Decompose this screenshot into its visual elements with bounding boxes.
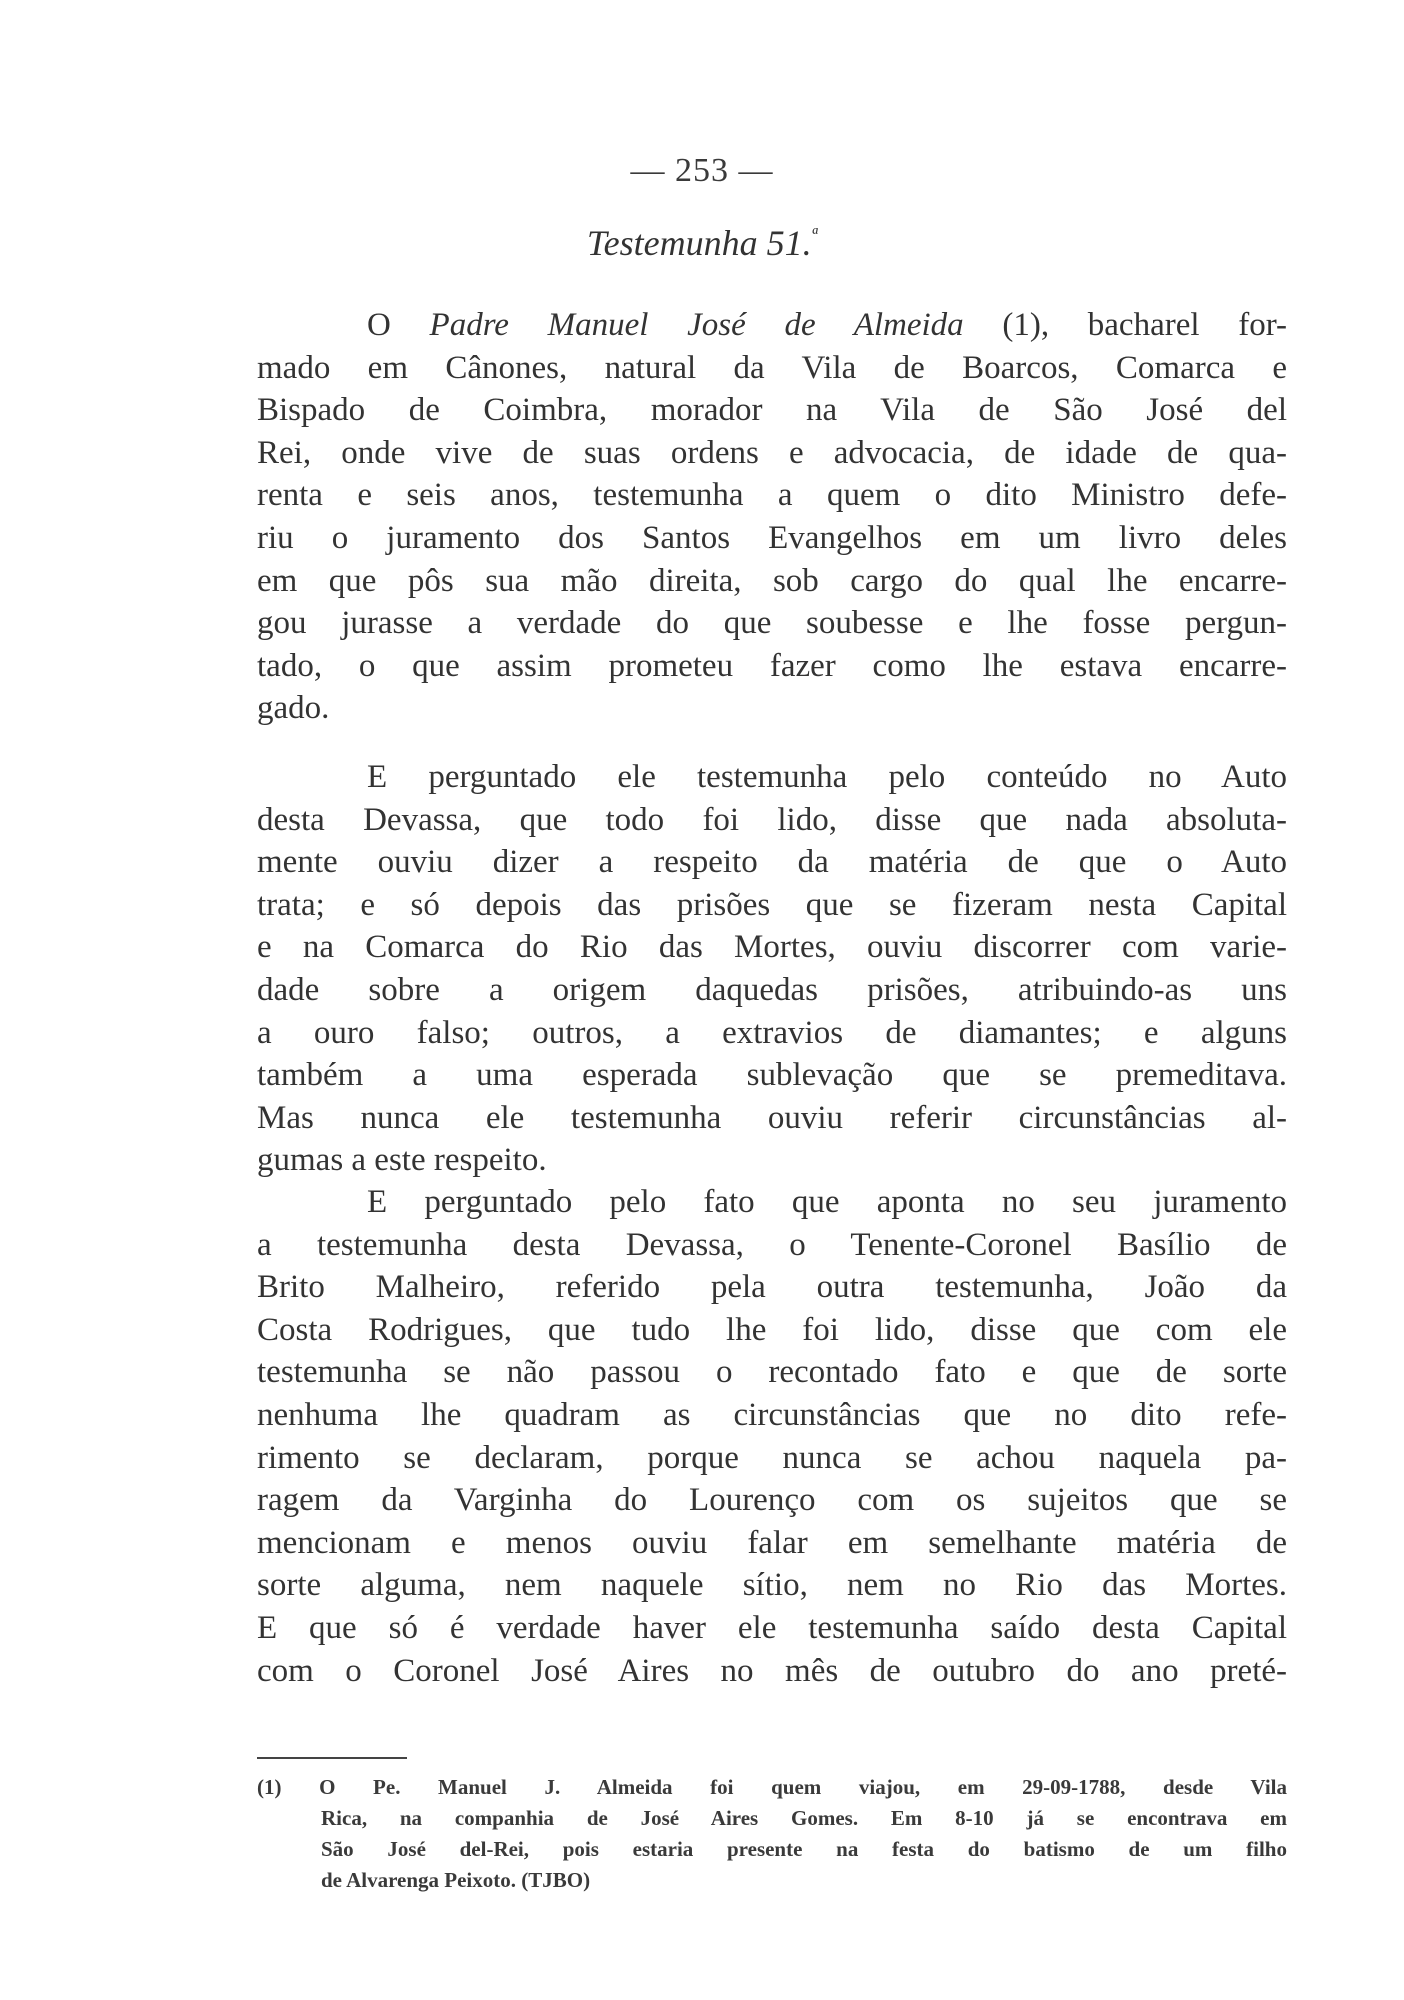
text-line: testemunha se não passou o recontado fato e que de sorte bbox=[257, 1354, 1287, 1391]
text-line bbox=[257, 304, 1287, 347]
text-line: a ouro falso; outros, a extravios de diamantes; e alguns bbox=[257, 1014, 1287, 1051]
text-line: Mas nunca ele testemunha ouviu referir circunstâncias al- bbox=[257, 1099, 1287, 1136]
title-text: Testemunha 51. bbox=[586, 223, 812, 263]
text-line: gou jurasse a verdade do que soubesse e lhe fosse pergun- bbox=[257, 605, 1287, 642]
text-line: a testemunha desta Devassa, o Tenente-Coronel Basílio de bbox=[257, 1226, 1287, 1263]
text-line: rimento se declaram, porque nunca se achou naquela pa- bbox=[257, 1439, 1287, 1476]
title-ordinal: ª bbox=[811, 224, 818, 246]
text-line: E perguntado pelo fato que aponta no seu juramento bbox=[367, 1184, 1287, 1220]
text-line: e na Comarca do Rio das Mortes, ouviu discorrer com varie- bbox=[257, 929, 1287, 966]
footnote-line: Rica, na companhia de José Aires Gomes. Em 8-10 já se encontrava em bbox=[321, 1806, 1287, 1830]
paragraph-1 bbox=[257, 304, 1287, 730]
page-number: — 253 — bbox=[630, 152, 774, 189]
text-line: dade sobre a origem daquedas prisões, atribuindo-as uns bbox=[257, 971, 1287, 1008]
text-line: mado em Cânones, natural da Vila de Boarcos, Comarca e bbox=[257, 349, 1287, 386]
text-line: Rei, onde vive de suas ordens e advocacia, de idade de qua- bbox=[257, 434, 1287, 471]
text-line: gumas a este respeito. bbox=[257, 1142, 547, 1179]
footnote-line: São José del-Rei, pois estaria presente na festa do batismo de um filho bbox=[321, 1837, 1287, 1861]
text-line: Bispado de Coimbra, morador na Vila de São José del bbox=[257, 392, 1287, 429]
text-line: renta e seis anos, testemunha a quem o dito Ministro defe- bbox=[257, 477, 1287, 514]
line-text: (1), bacharel for- bbox=[963, 307, 1287, 343]
footnote-line: de Alvarenga Peixoto. (TJBO) bbox=[321, 1868, 591, 1892]
text-line: desta Devassa, que todo foi lido, disse que nada absoluta- bbox=[257, 801, 1287, 838]
text-line: E perguntado ele testemunha pelo conteúdo no Auto bbox=[367, 759, 1287, 795]
footnote bbox=[257, 1772, 1287, 1896]
line-text: O bbox=[367, 307, 430, 343]
section-title bbox=[0, 222, 1404, 264]
text-line: Costa Rodrigues, que tudo lhe foi lido, disse que com ele bbox=[257, 1311, 1287, 1348]
text-line: também a uma esperada sublevação que se premeditava. bbox=[257, 1057, 1287, 1094]
text-line: sorte alguma, nem naquele sítio, nem no Rio das Mortes. bbox=[257, 1567, 1287, 1604]
text-line: ragem da Varginha do Lourenço com os sujeitos que se bbox=[257, 1482, 1287, 1519]
text-line: trata; e só depois das prisões que se fizeram nesta Capital bbox=[257, 886, 1287, 923]
text-line: nenhuma lhe quadram as circunstâncias que no dito refe- bbox=[257, 1396, 1287, 1433]
text-line: Brito Malheiro, referido pela outra testemunha, João da bbox=[257, 1269, 1287, 1306]
text-line: mencionam e menos ouviu falar em semelhante matéria de bbox=[257, 1524, 1287, 1561]
text-line: gado. bbox=[257, 690, 330, 727]
paragraph-2 bbox=[257, 756, 1287, 1182]
paragraph-3 bbox=[257, 1181, 1287, 1692]
text-line: em que pôs sua mão direita, sob cargo do qual lhe encarre- bbox=[257, 562, 1287, 599]
footnote-divider bbox=[257, 1757, 407, 1759]
text-line: E que só é verdade haver ele testemunha saído desta Capital bbox=[257, 1609, 1287, 1646]
emphasized-name: Padre Manuel José de Almeida bbox=[429, 307, 964, 343]
text-line: tado, o que assim prometeu fazer como lhe estava encarre- bbox=[257, 647, 1287, 684]
text-line: mente ouviu dizer a respeito da matéria de que o Auto bbox=[257, 844, 1287, 881]
text-line: riu o juramento dos Santos Evangelhos em um livro deles bbox=[257, 519, 1287, 556]
text-line: com o Coronel José Aires no mês de outubro do ano preté- bbox=[257, 1652, 1287, 1689]
footnote-line: (1) O Pe. Manuel J. Almeida foi quem viajou, em 29-09-1788, desde Vila bbox=[257, 1775, 1287, 1799]
